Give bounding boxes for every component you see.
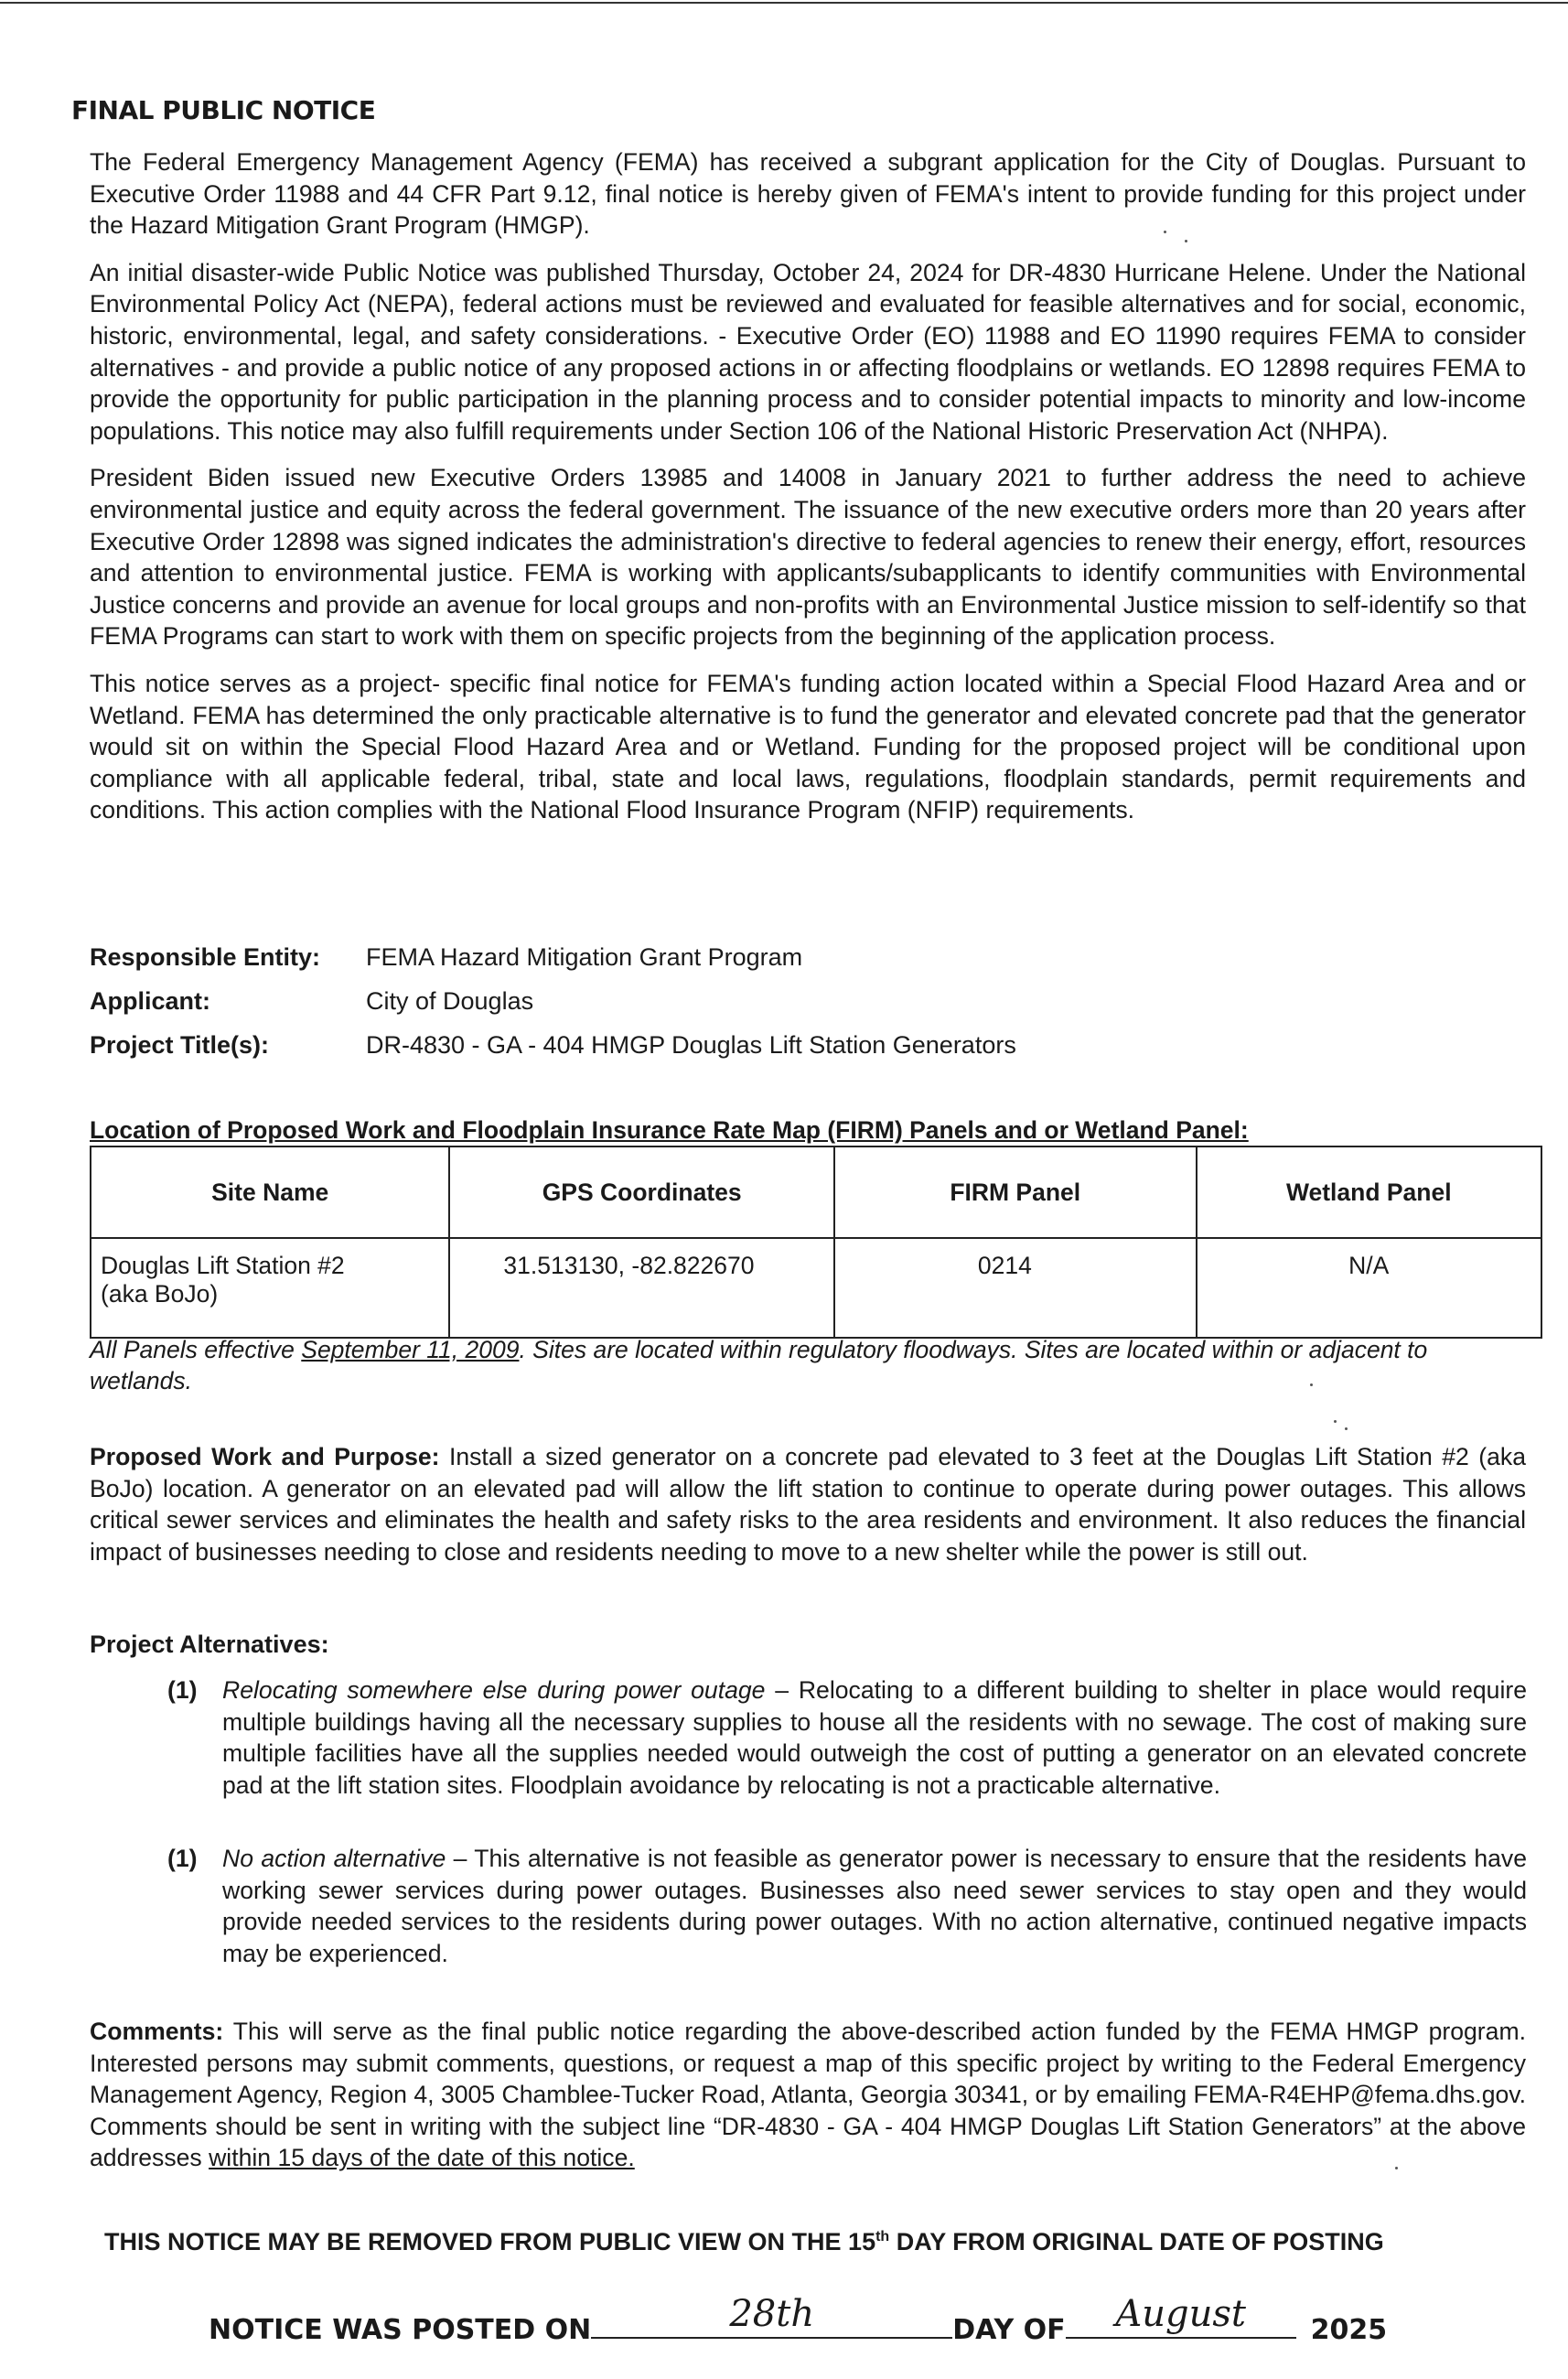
scan-speck — [1345, 1427, 1348, 1430]
paragraph-3: President Biden issued new Executive Orders 13985 and 14008 in January 2021 to further address the need to achieve environmental justice and equity across the federal government. The issuance of the new executive orders more than 20 years after Executive Order 12898 was signed indicates the administration's directive to federal agencies to renew their energy, effort, resources and attention to environmental justice. FEMA is working with applicants/subapplicants to identify communities with Environmental Justice concerns and provide an avenue for local groups and non-profits with an Environmental Justice mission to self-identify so that FEMA Programs can start to work with them on specific projects from the beginning of the application process. — [90, 464, 1526, 651]
responsible-entity-value: FEMA Hazard Mitigation Grant Program — [366, 942, 803, 971]
alternatives-heading: Project Alternatives: — [90, 1631, 329, 1658]
project-title-row — [90, 1023, 1016, 1067]
paragraph-2: An initial disaster-wide Public Notice was published Thursday, October 24, 2024 for DR-4830 Hurricane Helene. Under the National Environmental Policy Act (NEPA), federal actions must be reviewed and evaluated for feasible alternatives and for social, economic, historic, environmental, legal, and safety considerations. - Executive Order (EO) 11988 and EO 11990 requires FEMA to consider alternatives - and provide a public notice of any proposed actions in or affecting floodplains or wetlands. EO 12898 requires FEMA to provide the opportunity for public participation in the planning process and to consider potential impacts to minority and low-income populations. This notice may also fulfill requirements under Section 106 of the National Historic Preservation Act (NHPA). — [90, 258, 1526, 445]
alternative-2-text: – This alternative is not feasible as generator power is necessary to ensure that the residents have working sewer services during power outages. Businesses also need sewer services to stay open and they would provide needed services to the residents during power outages. With no action alternative, continued negative impacts may be experienced. — [222, 1845, 1528, 1967]
handwritten-day: 28th — [729, 2293, 815, 2335]
scan-speck — [1185, 240, 1187, 242]
col-header-site-name: Site Name — [91, 1146, 449, 1238]
alternative-1-text: – Relocating to a different building to shelter in place would require multiple buildings having all the necessary supplies to house all the residents with no sewage. The cost of making sure multiple facilities have all the supplies needed would outweigh the cost of putting a generator on an elevated concrete pad at the lift station sites. Floodplain avoidance by relocating is not a practicable alternative. — [222, 1676, 1528, 1799]
notice-title: FINAL PUBLIC NOTICE — [71, 95, 376, 125]
posted-year-handwritten: 5 — [1368, 2314, 1388, 2346]
scan-speck — [1395, 2167, 1398, 2169]
project-title-value: DR-4830 - GA - 404 HMGP Douglas Lift Station Generators — [366, 1030, 1016, 1059]
table-row — [91, 1238, 1541, 1338]
cell-site-name — [91, 1238, 449, 1338]
scan-speck — [1164, 231, 1166, 233]
posted-middle: DAY OF — [952, 2314, 1066, 2346]
applicant-label: Applicant: — [90, 986, 210, 1015]
alternative-item-2 — [169, 1843, 1527, 1969]
alternative-1-number: (1) — [167, 1676, 198, 1704]
responsible-entity-label: Responsible Entity: — [90, 942, 321, 971]
scan-speck — [1334, 1420, 1337, 1423]
location-heading: Location of Proposed Work and Floodplain Insurance Rate Map (FIRM) Panels and or Wetland Panel: — [90, 1116, 1249, 1144]
cell-firm-panel: 0214 — [834, 1238, 1197, 1338]
proposed-work-section — [90, 1441, 1526, 1583]
note-suffix: . Sites are located within regulatory floodways. Sites are located within or adjacent to wetlands. — [90, 1336, 1428, 1394]
comments-section — [90, 2016, 1526, 2190]
removal-notice — [104, 2228, 1384, 2256]
note-date: September 11, 2009 — [301, 1336, 520, 1363]
panels-note — [90, 1334, 1535, 1396]
applicant-value: City of Douglas — [366, 986, 534, 1015]
table-header-row — [91, 1146, 1541, 1238]
handwritten-month: August — [1115, 2293, 1246, 2335]
removal-text-before: THIS NOTICE MAY BE REMOVED FROM PUBLIC VIEW ON THE 15 — [104, 2228, 876, 2255]
comments-deadline: within 15 days of the date of this notice. — [209, 2144, 635, 2172]
note-prefix: All Panels effective — [90, 1336, 302, 1363]
col-header-gps: GPS Coordinates — [449, 1146, 834, 1238]
site-name-line1: Douglas Lift Station #2 — [101, 1252, 345, 1279]
col-header-firm-panel: FIRM Panel — [834, 1146, 1197, 1238]
cell-gps: 31.513130, -82.822670 — [449, 1238, 834, 1338]
posting-line — [209, 2293, 1489, 2361]
cell-wetland-panel: N/A — [1197, 1238, 1541, 1338]
alternative-item-1 — [169, 1674, 1527, 1801]
alternative-2-number: (1) — [167, 1845, 198, 1872]
day-blank — [591, 2293, 952, 2339]
top-border-line — [0, 2, 1568, 4]
intro-paragraphs — [90, 146, 1526, 842]
paragraph-1: The Federal Emergency Management Agency (FEMA) has received a subgrant application for the City of Douglas. Pursuant to Executive Order 11988 and 44 CFR Part 9.12, final notice is hereby given of FEMA's intent to provide funding for this project under the Hazard Mitigation Grant Program (HMGP). — [90, 148, 1526, 240]
alternative-1-title: Relocating somewhere else during power outage — [222, 1676, 766, 1704]
alternative-2-title: No action alternative — [222, 1845, 446, 1872]
paragraph-4: This notice serves as a project- specific final notice for FEMA's funding action located within a Special Flood Hazard Area and or Wetland. FEMA has determined the only practicable alternative is to fund the generator and elevated concrete pad that the generator would sit on within the Special Flood Hazard Area and or Wetland. Funding for the proposed project will be conditional upon compliance with all applicable federal, tribal, state and local laws, regulations, floodplain standards, permit requirements and conditions. This action complies with the National Flood Insurance Program (NFIP) requirements. — [90, 669, 1526, 824]
posted-prefix: NOTICE WAS POSTED ON — [209, 2314, 592, 2346]
month-blank — [1066, 2293, 1296, 2339]
firm-panel-table — [90, 1146, 1542, 1339]
removal-text-after: DAY FROM ORIGINAL DATE OF POSTING — [889, 2228, 1384, 2255]
project-details — [90, 935, 1016, 1067]
removal-superscript: th — [875, 2229, 890, 2244]
proposed-work-label: Proposed Work and Purpose: — [90, 1443, 440, 1470]
project-title-label: Project Title(s): — [90, 1030, 270, 1059]
comments-label: Comments: — [90, 2018, 224, 2045]
proposed-work-text: Install a sized generator on a concrete pad elevated to 3 feet at the Douglas Lift Station #2 (aka BoJo) location. A generator on an elevated pad will allow the lift station to continue to operate during power outages. This allows critical sewer services and eliminates the health and safety risks to the area residents and environment. It also reduces the financial impact of businesses needing to close and residents needing to move to a new shelter while the power is still out. — [90, 1443, 1526, 1566]
responsible-entity-row — [90, 935, 1016, 979]
applicant-row — [90, 979, 1016, 1023]
site-name-line2: (aka BoJo) — [101, 1280, 219, 1308]
scan-speck — [1310, 1383, 1313, 1386]
col-header-wetland-panel: Wetland Panel — [1197, 1146, 1541, 1238]
comments-text: This will serve as the final public notice regarding the above-described action funded by the FEMA HMGP program. Interested persons may submit comments, questions, or request a map of this specific project by writing to the Federal Emergency Management Agency, Region 4, 3005 Chamblee-Tucker Road, Atlanta, Georgia 30341, or by emailing FEMA-R4EHP@fema.dhs.gov. Comments should be sent in writing with the subject line “DR-4830 - GA - 404 HMGP Douglas Lift Station Generators” at the above addresses — [90, 2018, 1526, 2172]
posted-year-prefix: 202 — [1310, 2314, 1369, 2346]
